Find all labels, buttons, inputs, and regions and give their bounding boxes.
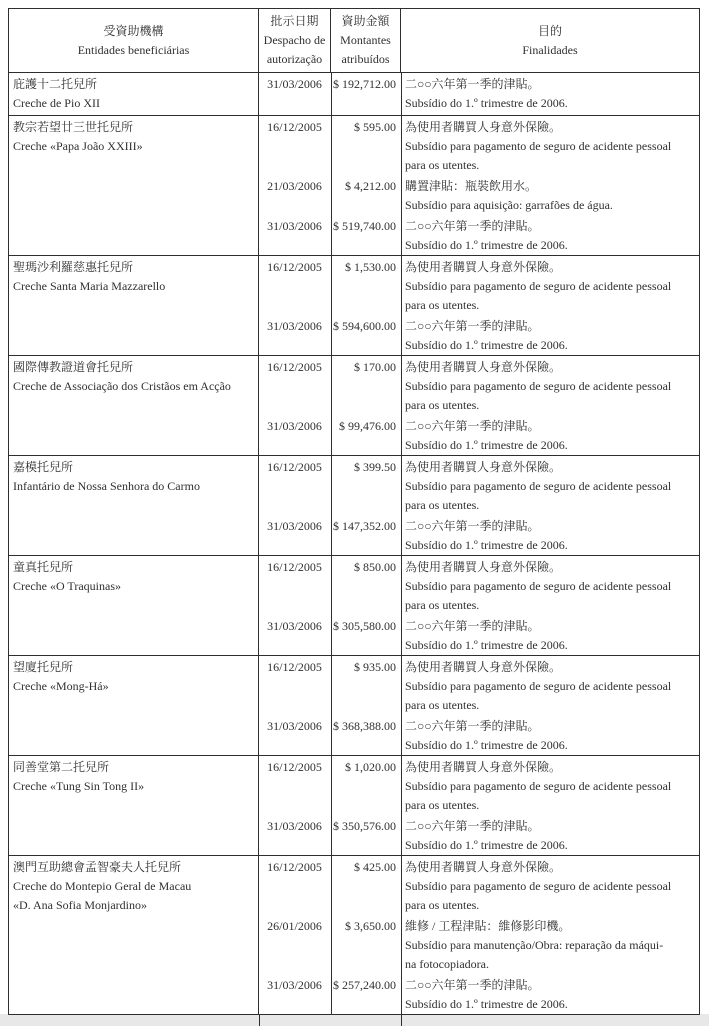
purpose-cell	[401, 315, 699, 355]
purpose-cell	[401, 215, 699, 255]
entity-name-line: 教宗若望廿三世托兒所	[13, 120, 134, 134]
purpose-line: 為使用者購買人身意外保險。	[405, 360, 562, 374]
header-amount-pt: Montantes atribuídos	[340, 33, 391, 66]
purpose-line: 二○○六年第一季的津貼。	[405, 319, 540, 333]
authorization-date: 16/12/2005	[267, 860, 322, 874]
entity-cell	[9, 73, 259, 115]
entity-cell	[9, 756, 259, 855]
entity-name-line: Infantário de Nossa Senhora do Carmo	[13, 479, 200, 493]
granted-amount: $ 1,020.00	[345, 760, 396, 774]
purpose-line: 二○○六年第一季的津貼。	[405, 978, 540, 992]
entity-cell	[9, 556, 259, 655]
entity-name-line: 國際傳教證道會托兒所	[13, 360, 134, 374]
column-divider	[331, 356, 332, 455]
table-row	[9, 856, 699, 1014]
entity-name-line: «D. Ana Sofia Monjardino»	[13, 898, 147, 912]
purpose-line: Subsídio do 1.º trimestre de 2006.	[405, 738, 568, 752]
column-divider	[401, 556, 402, 655]
authorization-date: 16/12/2005	[267, 560, 322, 574]
purpose-line: 二○○六年第一季的津貼。	[405, 619, 540, 633]
purpose-line: na fotocopiadora.	[405, 957, 489, 971]
entity-cell	[9, 456, 259, 555]
purpose-line: 為使用者購買人身意外保險。	[405, 860, 562, 874]
purpose-line: 為使用者購買人身意外保險。	[405, 460, 562, 474]
purpose-cell	[401, 175, 699, 215]
column-divider	[401, 73, 402, 115]
authorization-date: 31/03/2006	[267, 819, 322, 833]
table-row	[9, 116, 699, 256]
header-purpose-zh: 目的	[537, 23, 562, 38]
authorization-date: 21/03/2006	[267, 179, 322, 193]
entity-name-line: Creche de Pio XII	[13, 96, 100, 110]
purpose-line: 為使用者購買人身意外保險。	[405, 760, 562, 774]
purpose-cell	[401, 615, 699, 655]
entity-name-line: Creche «Papa João XXIII»	[13, 139, 143, 153]
granted-amount: $ 595.00	[354, 120, 396, 134]
purpose-line: para os utentes.	[405, 158, 480, 172]
purpose-line: Subsídio do 1.º trimestre de 2006.	[405, 238, 568, 252]
entity-cell	[9, 116, 259, 255]
authorization-date: 26/01/2006	[267, 919, 322, 933]
column-divider	[401, 656, 402, 755]
table-row	[9, 456, 699, 556]
table-row	[9, 656, 699, 756]
table-row	[9, 556, 699, 656]
entries-cell	[259, 556, 699, 655]
granted-amount: $ 170.00	[354, 360, 396, 374]
purpose-line: para os utentes.	[405, 498, 480, 512]
purpose-line: 二○○六年第一季的津貼。	[405, 519, 540, 533]
header-amount-zh: 資助金額	[341, 14, 390, 28]
entity-name-line: Creche «O Traquinas»	[13, 579, 121, 593]
authorization-date: 16/12/2005	[267, 460, 322, 474]
entries-cell	[259, 116, 699, 255]
entries-cell	[259, 756, 699, 855]
column-divider	[331, 456, 332, 555]
column-divider	[401, 456, 402, 555]
purpose-cell	[401, 356, 699, 415]
entity-name-line: Creche «Tung Sin Tong II»	[13, 779, 145, 793]
authorization-date: 31/03/2006	[267, 978, 322, 992]
purpose-line: Subsídio para pagamento de seguro de acidente pessoal	[405, 139, 672, 153]
authorization-date: 31/03/2006	[267, 619, 322, 633]
authorization-date: 16/12/2005	[267, 360, 322, 374]
column-divider	[401, 756, 402, 855]
granted-amount: $ 147,352.00	[333, 519, 396, 533]
purpose-cell	[401, 756, 699, 815]
entries-cell	[259, 656, 699, 755]
purpose-line: Subsídio para aquisição: garrafões de água.	[405, 198, 613, 212]
entries-cell	[259, 73, 699, 115]
purpose-line: 購置津貼：瓶裝飲用水。	[405, 179, 538, 193]
table-row	[9, 756, 699, 856]
purpose-line: para os utentes.	[405, 798, 480, 812]
granted-amount: $ 99,476.00	[339, 419, 396, 433]
header-entities-pt: Entidades beneficiárias	[77, 42, 190, 57]
column-divider	[331, 73, 332, 115]
authorization-date: 16/12/2005	[267, 120, 322, 134]
purpose-cell	[401, 656, 699, 715]
purpose-line: para os utentes.	[405, 398, 480, 412]
column-divider	[331, 256, 332, 355]
entries-cell	[259, 356, 699, 455]
entity-name-line: 澳門互助總會孟智豪夫人托兒所	[13, 860, 182, 874]
purpose-line: 二○○六年第一季的津貼。	[405, 77, 540, 91]
subsidy-table	[8, 8, 700, 1015]
purpose-line: Subsídio para pagamento de seguro de acidente pessoal	[405, 679, 672, 693]
purpose-line: 為使用者購買人身意外保險。	[405, 560, 562, 574]
granted-amount: $ 192,712.00	[333, 77, 396, 91]
purpose-line: para os utentes.	[405, 598, 480, 612]
entity-name-line: Creche de Associação dos Cristãos em Acção	[13, 379, 231, 393]
column-divider-continuation-stub	[259, 1014, 260, 1026]
granted-amount: $ 305,580.00	[333, 619, 396, 633]
purpose-line: 維修 / 工程津貼：維修影印機。	[405, 919, 571, 933]
table-body	[9, 73, 699, 1014]
table-row	[9, 73, 699, 116]
granted-amount: $ 1,530.00	[345, 260, 396, 274]
entity-name-line: Creche Santa Maria Mazzarello	[13, 279, 166, 293]
purpose-line: Subsídio para manutenção/Obra: reparação da máqui-	[405, 938, 664, 952]
purpose-cell	[401, 456, 699, 515]
authorization-date: 31/03/2006	[267, 419, 322, 433]
entries-cell	[259, 856, 699, 1014]
purpose-line: Subsídio para pagamento de seguro de acidente pessoal	[405, 579, 672, 593]
purpose-cell	[401, 915, 699, 974]
purpose-line: para os utentes.	[405, 698, 480, 712]
purpose-line: 為使用者購買人身意外保險。	[405, 660, 562, 674]
purpose-line: Subsídio do 1.º trimestre de 2006.	[405, 438, 568, 452]
purpose-line: Subsídio do 1.º trimestre de 2006.	[405, 338, 568, 352]
authorization-date: 16/12/2005	[267, 760, 322, 774]
column-divider	[331, 656, 332, 755]
purpose-line: 二○○六年第一季的津貼。	[405, 419, 540, 433]
column-divider-continuation-stub	[401, 1014, 402, 1026]
purpose-cell	[401, 856, 699, 915]
authorization-date: 31/03/2006	[267, 219, 322, 233]
entity-name-line: 望廈托兒所	[13, 660, 74, 674]
authorization-date: 31/03/2006	[267, 719, 322, 733]
granted-amount: $ 594,600.00	[333, 319, 396, 333]
header-entities	[9, 9, 259, 72]
entity-name-line: Creche «Mong-Há»	[13, 679, 109, 693]
purpose-line: 二○○六年第一季的津貼。	[405, 819, 540, 833]
purpose-cell	[401, 116, 699, 175]
granted-amount: $ 350,576.00	[333, 819, 396, 833]
purpose-cell	[401, 256, 699, 315]
granted-amount: $ 399.50	[354, 460, 396, 474]
header-date-zh: 批示日期	[270, 14, 319, 28]
entity-name-line: 聖瑪沙利羅慈惠托兒所	[13, 260, 134, 274]
purpose-line: Subsídio do 1.º trimestre de 2006.	[405, 638, 568, 652]
entity-cell	[9, 656, 259, 755]
purpose-line: Subsídio para pagamento de seguro de acidente pessoal	[405, 779, 672, 793]
header-purpose	[401, 9, 699, 72]
header-date	[259, 9, 331, 72]
purpose-line: 二○○六年第一季的津貼。	[405, 219, 540, 233]
purpose-cell	[401, 415, 699, 455]
granted-amount: $ 4,212.00	[345, 179, 396, 193]
column-divider	[331, 756, 332, 855]
granted-amount: $ 519,740.00	[333, 219, 396, 233]
purpose-line: para os utentes.	[405, 298, 480, 312]
authorization-date: 31/03/2006	[267, 519, 322, 533]
entity-name-line: 同善堂第二托兒所	[13, 760, 110, 774]
entity-name-line: 庇護十二托兒所	[13, 77, 98, 91]
purpose-cell	[401, 515, 699, 555]
granted-amount: $ 3,650.00	[345, 919, 396, 933]
authorization-date: 31/03/2006	[267, 319, 322, 333]
purpose-line: Subsídio do 1.º trimestre de 2006.	[405, 997, 568, 1011]
header-date-pt: Despacho de autorização	[263, 33, 326, 66]
purpose-line: Subsídio para pagamento de seguro de acidente pessoal	[405, 279, 672, 293]
header-purpose-pt: Finalidades	[522, 42, 578, 57]
entity-name-line: 童真托兒所	[13, 560, 74, 574]
purpose-line: Subsídio para pagamento de seguro de acidente pessoal	[405, 479, 672, 493]
header-entities-zh: 受資助機構	[103, 23, 164, 38]
column-divider	[401, 256, 402, 355]
table-row	[9, 256, 699, 356]
purpose-cell	[401, 715, 699, 755]
authorization-date: 16/12/2005	[267, 260, 322, 274]
granted-amount: $ 935.00	[354, 660, 396, 674]
purpose-line: Subsídio do 1.º trimestre de 2006.	[405, 838, 568, 852]
entity-name-line: Creche do Montepio Geral de Macau	[13, 879, 192, 893]
purpose-line: 為使用者購買人身意外保險。	[405, 120, 562, 134]
table-header-row	[9, 9, 699, 73]
granted-amount: $ 425.00	[354, 860, 396, 874]
authorization-date: 16/12/2005	[267, 660, 322, 674]
purpose-line: 為使用者購買人身意外保險。	[405, 260, 562, 274]
purpose-cell	[401, 974, 699, 1014]
column-divider	[331, 556, 332, 655]
column-divider	[401, 356, 402, 455]
granted-amount: $ 257,240.00	[333, 978, 396, 992]
purpose-cell	[401, 73, 699, 115]
table-row	[9, 356, 699, 456]
column-divider	[331, 116, 332, 255]
purpose-line: Subsídio do 1.º trimestre de 2006.	[405, 538, 568, 552]
purpose-cell	[401, 815, 699, 855]
header-amount	[331, 9, 401, 72]
purpose-line: Subsídio para pagamento de seguro de acidente pessoal	[405, 379, 672, 393]
purpose-line: Subsídio do 1.º trimestre de 2006.	[405, 96, 568, 110]
column-divider	[331, 856, 332, 1014]
entity-cell	[9, 256, 259, 355]
column-divider	[401, 856, 402, 1014]
entity-cell	[9, 856, 259, 1014]
purpose-line: Subsídio para pagamento de seguro de acidente pessoal	[405, 879, 672, 893]
granted-amount: $ 850.00	[354, 560, 396, 574]
authorization-date: 31/03/2006	[267, 77, 322, 91]
entries-cell	[259, 256, 699, 355]
purpose-line: 二○○六年第一季的津貼。	[405, 719, 540, 733]
granted-amount: $ 368,388.00	[333, 719, 396, 733]
entity-name-line: 嘉模托兒所	[13, 460, 74, 474]
column-divider	[401, 116, 402, 255]
purpose-cell	[401, 556, 699, 615]
entries-cell	[259, 456, 699, 555]
entity-cell	[9, 356, 259, 455]
purpose-line: para os utentes.	[405, 898, 480, 912]
